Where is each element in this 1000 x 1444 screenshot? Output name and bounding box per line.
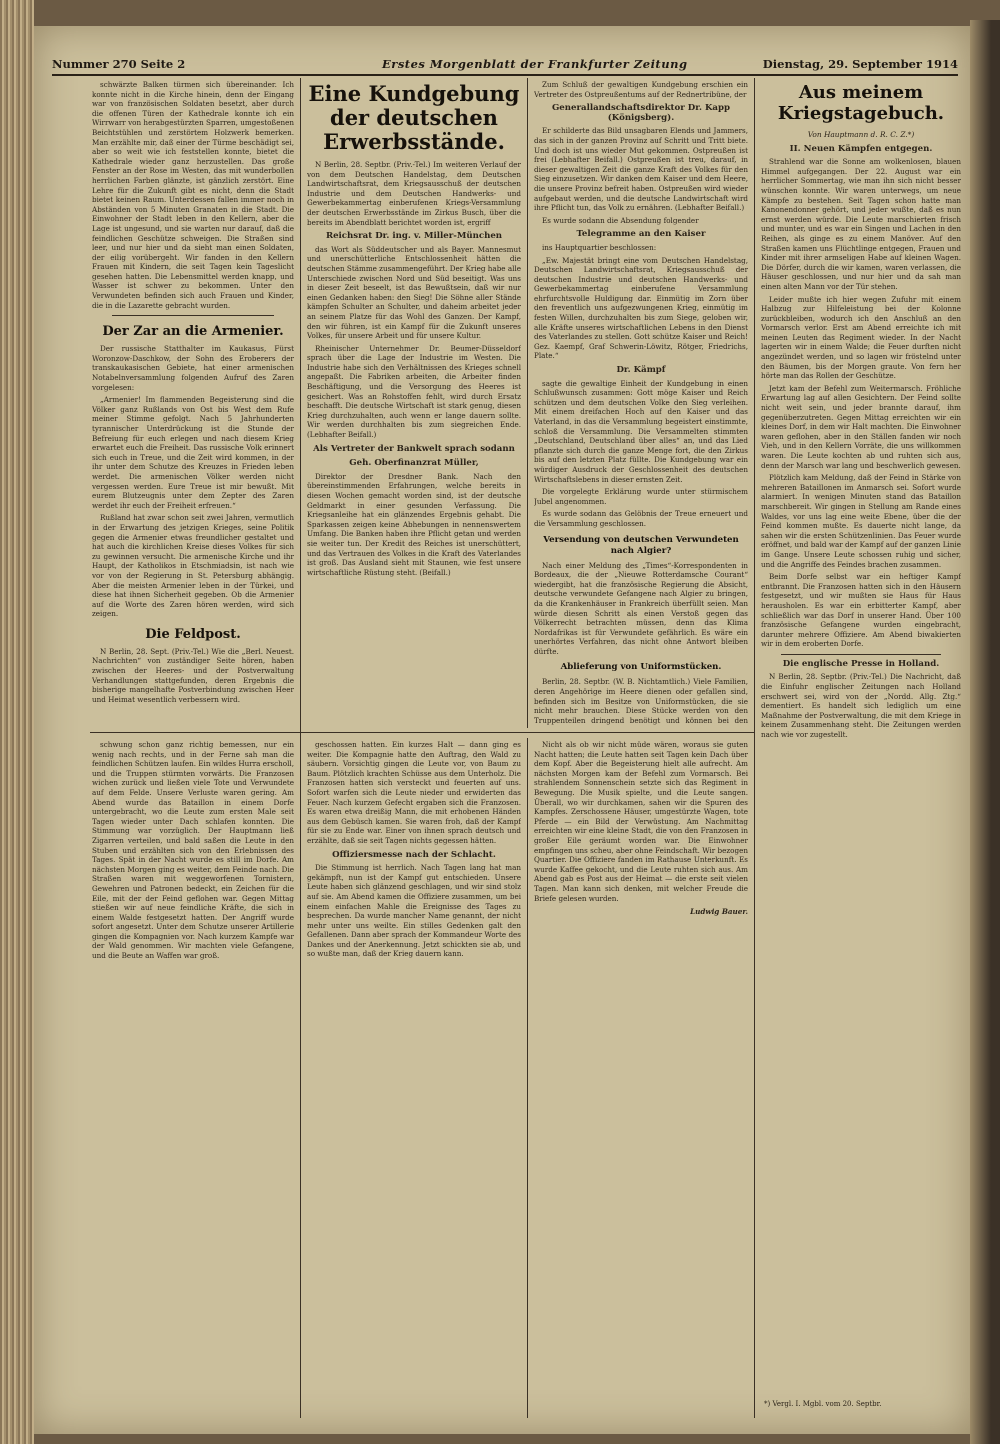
issue-date: Dienstag, 29. September 1914: [762, 57, 958, 71]
article-paragraph: Es wurde sodann das Gelöbnis der Treue erneuert und die Versammlung geschlossen.: [534, 509, 748, 528]
article-paragraph: Leider mußte ich hier wegen Zufuhr mit einem Halbzug zur Hilfeleistung bei der Kolonne zurückbleiben, wodurch ich den Anschluß an den Vormarsch verlor. Erst am Abend erreichte ich mit meinen Leuten das Regiment wieder. In der Nacht lagerten wir in einem Walde; die Feuer durften nicht angezündet werden, und so lagen wir fröstelnd unter den Bäumen, bis der Morgen graute. Von fern her hörte man das Rollen der Geschütze.: [761, 294, 961, 381]
article-paragraph: Es wurde sodann die Absendung folgender: [542, 215, 699, 225]
feuilleton-text: Nicht als ob wir nicht müde wären, woraus sie guten Nacht hatten; die Leute hatten seit Tagen kein Dach über dem Kopf. Aber die Begeisterung hielt alle aufrecht. Am nächsten Morgen kam der Befehl zum Vormarsch. Bei strahlendem Sonnenschein setzte sich das Regiment in Bewegung. Die Musik spielte, und die Leute sangen. Überall, wo wir durchkamen, sahen wir die Spuren des Kampfes. Zerschossene Häuser, umgestürzte Wagen, tote Pferde — ein Bild der Verwüstung. Am Nachmittag erreichten wir eine kleine Stadt, die von den Franzosen in großer Eile geräumt worden war. Die Einwohner empfingen uns scheu, aber ohne Feindschaft. Wir bezogen Quartier. Die Offiziere fanden im Rathause Unterkunft. Es wurde Kaffee gekocht, und die Leute ruhten sich aus. Am Abend gab es Post aus der Heimat — die erste seit vielen Tagen. Man kann sich denken, mit welcher Freude die Briefe gelesen wurden.: [534, 740, 748, 903]
article-paragraph: Berlin, 28. Septbr. (W. B. Nichtamtlich.) Viele Familien, deren Angehörige im Heere dienen oder gefallen sind, befinden sich im Besitze von Uniformstücken, die sie nicht mehr brauchen. Diese Stücke werden von den Truppenteilen dringend benötigt und können bei den: [534, 677, 748, 725]
article-paragraph: Direktor der Dresdner Bank. Nach den übereinstimmenden Erfahrungen, welche bereits in diesen Wochen gemacht worden sind, ist der deutsche Geldmarkt in einer gesunden Verfassung. Die Kriegsanleihe hat ein glänzendes Ergebnis gehabt. Die Sparkassen zeigen keine Abhebungen in nennenswertem Umfang. Die Banken haben ihre Pflicht getan und werden sie weiter tun. Der Kredit des Reiches ist unerschüttert, und das Vertrauen des Volkes in die Kraft des Vaterlandes ist groß. Das Ausland sieht mit Staunen, wie fest unsere wirtschaftliche Rüstung steht. (Beifall.): [307, 471, 521, 577]
article-separator: [112, 315, 274, 316]
telegram-heading: Telegramme an den Kaiser: [576, 229, 706, 240]
article-paragraph: Strahlend war die Sonne am wolkenlosen, blauen Himmel aufgegangen. Der 22. August war ein herrlicher Sommertag, wie man ihn sich nicht besser wünschen konnte. Wir waren unterwegs, um neue Kämpfe zu bestehen. Seit Tagen schon hatte man Kanonendonner gehört, und jeder wußte, daß es nun ernst werden würde. Die Leute marschierten frisch und munter, und es war ein Singen und Lachen in den Reihen, als ginge es zu einem Manöver. Auf den Straßen kamen uns Flüchtlinge entgegen, Frauen und Kinder mit ihrer armseligen Habe auf kleinen Wagen. Die Dörfer, durch die wir kamen, waren verlassen, die Häuser geschlossen, und nur hier und da sah man einen alten Mann vor der Tür stehen.: [761, 157, 961, 291]
speaker-heading: Geh. Oberfinanzrat Müller,: [349, 458, 479, 469]
book-binding: [0, 0, 34, 1444]
article-paragraph: „Armenier! Im flammenden Begeisterung sind die Völker ganz Rußlands von Ost bis West dem Rufe meiner Stimme gefolgt. Nach 5 Jahrhunderten tyrannischer Unterdrückung ist die Stunde der Befreiung für euch erlegen und nach diesem Krieg erwartet euch die Freiheit. Das russische Volk erinnert sich euch in Treue, und die Zeit wird kommen, in der ihr unter dem Schutze des Kreuzes in Frieden leben werdet. Die armenischen Völker werden nicht vergessen werden. Eure Treue ist mir bewußt. Mit eurem Blutzeugnis unter dem Zepter des Zaren werdet ihr euch der Freiheit erfreuen.“: [92, 395, 294, 510]
article-paragraph: Der russische Statthalter im Kaukasus, Fürst Woronzow-Daschkow, der Sohn des Eroberers der transkaukasischen Gebiete, hat einer armenischen Notabelnversammlung folgenden Aufruf des Zaren vorgelesen:: [92, 344, 294, 392]
column-rule: [527, 738, 528, 1418]
article-paragraph: Nach einer Meldung des „Times“-Korrespondenten in Bordeaux, die der „Nieuwe Rotterdamsche Courant“ wiedergibt, hat die französische Regierung die Absicht, deutsche verwundete Gefangene nach Algier zu bringen, da die Krankenhäuser in Frankreich überfüllt seien. Man würde diesen Schritt als einen Verstoß gegen das Völkerrecht betrachten müssen, denn das Klima Nordafrikas ist für Verwundete gefährlich. Es wäre ein unerhörtes Verfahren, das nicht ohne Antwort bleiben dürfte.: [534, 560, 748, 656]
article-paragraph: Rußland hat zwar schon seit zwei Jahren, vermutlich in der Erwartung des jetzigen Krieges, seine Politik gegen die Armenier etwas freundlicher gestaltet und hat auch die kirchlichen Kreise dieses Volkes für sich zu gewinnen versucht. Die armenische Kirche und ihr Haupt, der Katholikos in Etschmiadsin, ist nach wie vor von der Regierung in St. Petersburg abhängig. Aber die meisten Armenier leben in der Türkei, und diese hat ihnen Sicherheit gegeben. Ob die Armenier auf die Worte des Zaren hören werden, wird sich zeigen.: [92, 513, 294, 619]
article-paragraph: ins Hauptquartier beschlossen:: [542, 242, 657, 252]
headline-kriegstagebuch: Aus meinem Kriegstagebuch.: [777, 82, 945, 124]
column-rule: [754, 78, 755, 1418]
feuilleton-text: schwung schon ganz richtig bemessen, nur ein wenig nach rechts, und in der Ferne sah man die feindlichen Schützen laufen. Ein wildes Hurra erscholl, und die Truppen stürmten vorwärts. Die Franzosen wichen zurück und ließen viele Tote und Verwundete auf dem Felde. Unsere Verluste waren gering. Am Abend wurde das Bataillon in einem Dorfe untergebracht, wo die Leute zum ersten Male seit Tagen wieder unter Dach schlafen konnten. Die Stimmung war vorzüglich. Der Hauptmann ließ Zigarren verteilen, und bald saßen die Leute in den Stuben und erzählten sich von den Erlebnissen des Tages. Spät in der Nacht wurde es still im Dorfe. Am nächsten Morgen ging es weiter, dem Feinde nach. Die Straßen waren mit weggeworfenen Tornistern, Gewehren und Patronen bedeckt, ein Zeichen für die Eile, mit der der Feind geflohen war. Gegen Mittag stießen wir auf neue feindliche Kräfte, die sich in einem Walde festgesetzt hatten. Der Angriff wurde sofort angesetzt. Unter dem Schutze unserer Artillerie gingen die Kompagnien vor. Nach kurzem Kampfe war der Wald genommen. Wir machten viele Gefangene, und die Beute an Waffen war groß.: [92, 740, 294, 961]
masthead: [52, 54, 958, 76]
feuilleton-column-1: [92, 740, 294, 1412]
speaker-heading: Als Vertreter der Bankwelt sprach sodann: [313, 443, 515, 454]
headline-zar: Der Zar an die Armenier.: [102, 324, 284, 340]
feuilleton-text: Die Stimmung ist herrlich. Nach Tagen lang hat man gekämpft, nun ist der Kampf gut entschieden. Unsere Leute haben sich glänzend geschlagen, und wir sind stolz auf sie. Am Abend kamen die Offiziere zusammen, um bei einem einfachen Mahle die Ereignisse des Tages zu besprechen. Da wurde mancher Name genannt, der nicht mehr unter uns weilte. Ein stilles Gedenken galt den Gefallenen. Dann aber sprach der Kommandeur Worte des Dankes und der Anerkennung. Jetzt schickten sie ab, und so wußte man, daß der Krieg dauern kann.: [307, 863, 521, 959]
article-paragraph: Jetzt kam der Befehl zum Weitermarsch. Fröhliche Erwartung lag auf allen Gesichtern. Der Feind sollte nicht weit sein, und jeder brannte darauf, ihm gegenüberzutreten. Gegen Mittag erreichten wir ein kleines Dorf, in dem wir Halt machten. Die Einwohner waren geflohen, aber in den Ställen fanden wir noch Vieh, und in den Kellern Vorräte, die uns willkommen waren. Die Leute kochten ab und ruhten sich aus, denn der Marsch war lang und beschwerlich gewesen.: [761, 383, 961, 470]
article-paragraph: das Wort als Süddeutscher und als Bayer. Mannesmut und unerschütterliche Entschlossenheit hätten die deutschen Stämme zusammengeführt. Der Krieg habe alle Unterschiede zwischen Nord und Süd beseitigt. Was uns in dieser Zeit beseelt, ist das Bewußtsein, daß wir nur einen Gedanken haben: den Sieg! Die Söhne aller Stände kämpfen Schulter an Schulter, und daheim arbeitet jeder an seinem Platze für das Wohl des Ganzen. Der Kampf, den wir führen, ist ein Kampf für die Zukunft unseres Volkes, für unsere Arbeit und für unsere Kultur.: [307, 244, 521, 341]
headline-kundgebung: Eine Kundgebung der deutschen Erwerbsstände.: [308, 81, 520, 154]
feuilleton-column-2: [307, 740, 521, 1412]
column-1: [92, 80, 294, 726]
article-paragraph: Plötzlich kam Meldung, daß der Feind in Stärke von mehreren Bataillonen im Anmarsch sei. Sofort wurde alarmiert. In wenigen Minuten stand das Bataillon marschbereit. Wir gingen in Stellung am Rande eines Waldes, vor uns lag eine weite Ebene, über die der Feind kommen mußte. Es dauerte nicht lange, da sahen wir die ersten Schützenlinien. Das Feuer wurde eröffnet, und bald war der Kampf auf der ganzen Linie im Gange. Unsere Leute schossen ruhig und sicher, und die Angriffe des Feindes brachen zusammen.: [761, 473, 961, 569]
feuilleton-text: geschossen hatten. Ein kurzes Halt — dann ging es weiter. Die Kompagnie hatte den Auftrag, den Wald zu säubern. Vorsichtig gingen die Leute vor, von Baum zu Baum. Plötzlich krachten Schüsse aus dem Unterholz. Die Franzosen hatten sich versteckt und feuerten auf uns. Sofort warfen sich die Leute nieder und erwiderten das Feuer. Nach kurzem Gefecht ergaben sich die Franzosen. Es waren etwa dreißig Mann, die mit erhobenen Händen aus dem Gebüsch kamen. Sie waren froh, daß der Kampf für sie zu Ende war. Einer von ihnen sprach deutsch und erzählte, daß sie seit Tagen nichts gegessen hätten.: [307, 740, 521, 845]
column-3: [534, 80, 748, 726]
article-paragraph: N Berlin, 28. Septbr. (Priv.-Tel.) Die Nachricht, daß die Einfuhr englischer Zeitungen nach Holland erschwert sei, wird von der „Nordd. Allg. Ztg.“ dementiert. Es handelt sich lediglich um eine Maßnahme der Postverwaltung, die mit dem Kriege in keinem Zusammenhang steht. Die Zeitungen werden nach wie vor zugestellt.: [761, 672, 961, 740]
byline: Von Hauptmann d. R. C. Z.*): [807, 130, 915, 139]
speaker-heading: Reichsrat Dr. ing. v. Miller-München: [325, 231, 503, 242]
article-separator: [781, 654, 941, 655]
article-paragraph: Die vorgelegte Erklärung wurde unter stürmischem Jubel angenommen.: [534, 487, 748, 506]
speaker-heading: Generallandschaftsdirektor Dr. Kapp (Königsberg).: [551, 103, 731, 123]
feuilleton-rule: [90, 732, 754, 733]
article-paragraph: Beim Dorfe selbst war ein heftiger Kampf entbrannt. Die Franzosen hatten sich in den Häusern festgesetzt, und wir mußten sie Haus für Haus herausholen. Es war ein erbitterter Kampf, aber schließlich war das Dorf in unserer Hand. Über 100 französische Gefangene wurden eingebracht, darunter mehrere Offiziere. Am Abend biwakierten wir in dem eroberten Dorfe.: [761, 572, 961, 649]
article-text: schwärzte Balken türmen sich übereinander. Ich konnte nicht in die Kirche hinein, denn der Eingang war von französischen Soldaten besetzt, aber durch die offenen Türen der Kathedrale konnte ich ein Wirrwarr von herabgestürzten Sparren, umgestoßenen Beichtstühlen und zerstörtem Holzwerk bemerken. Man erzählte mir, daß einer der Türme beschädigt sei, aber so weit wie ich feststellen konnte, bietet die Kathedrale wieder ganz herzustellen. Das große Fenster an der Rose im Westen, das mit wunderbollen herrlichen Farben glänzte, ist gänzlich zerstört. Eine Lehre für die Zukunft gibt es nicht, denn die Stadt bietet keinen Raum. Unterdessen fallen immer noch in Abständen von 5 Minuten Granaten in die Stadt. Die Einwohner der Stadt leben in den Kellern, aber die Lage ist ungesund, und sie warten nur darauf, daß die feindlichen Geschütze schweigen. Die Straßen sind leer, und nur hier und da sieht man einen Soldaten, der eilig vorübergeht. Wir fanden in den Kellern Frauen mit Kindern, die seit Tagen kein Tageslicht gesehen hatten. Die Lebensmittel werden knapp, und Wasser ist schwer zu bekommen. Unter den Verwundeten befinden sich auch Frauen und Kinder, die in die Lazarette gebracht wurden.: [92, 80, 294, 310]
column-2: [307, 80, 521, 726]
footnote: *) Vergl. I. Mgbl. vom 20. Septbr.: [764, 1400, 882, 1408]
article-paragraph: Rheinischer Unternehmer Dr. Beumer-Düsseldorf sprach über die Lage der Industrie im Westen. Die Industrie habe sich den Verhältnissen des Krieges schnell angepaßt. Die Fabriken arbeiten, die Arbeiter finden Beschäftigung, und die Versorgung des Heeres ist gesichert. Was an Rohstoffen fehlt, wird durch Ersatz beschafft. Die deutsche Wirtschaft ist stark genug, diesen Krieg durchzuhalten, auch wenn er lange dauern sollte. Wir werden durchhalten bis zum siegreichen Ende. (Lebhafter Beifall.): [307, 343, 521, 440]
feuilleton-subheading: Offiziersmesse nach der Schlacht.: [332, 849, 496, 860]
telegram-text: „Ew. Majestät bringt eine vom Deutschen Handelstag, Deutschen Landwirtschaftsrat, Kriegsausschuß der deutschen Industrie und deutschen Handwerks- und Gewerbekammertag einberufene Versammlung ehrfurchtsvolle Huldigung dar. Einmütig im Zorn über den freventlich uns aufgezwungenen Krieg, einmütig im festen Willen, durchzuhalten bis zum Siege, geloben wir, alle Kräfte unseres wirtschaftlichen Lebens in den Dienst des Vaterlandes zu stellen. Gott schütze Kaiser und Reich! Gez. Kaempf, Graf Schwerin-Löwitz, Rötger, Friedrichs, Plate.“: [534, 255, 748, 361]
newspaper-title: Erstes Morgenblatt der Frankfurter Zeitung: [382, 57, 688, 71]
headline-presse-holland: Die englische Presse in Holland.: [782, 658, 940, 669]
article-paragraph: N Berlin, 28. Septbr. (Priv.-Tel.) Im weiteren Verlauf der von dem Deutschen Handelstag, dem Deutschen Landwirtschaftsrat, dem Kriegsausschuß der deutschen Industrie und dem Deutschen Handwerks- und Gewerbekammertag einberufenen Kriegs-Versammlung der deutschen Erwerbsstände im Zirkus Busch, über die bereits im Abendblatt berichtet worden ist, ergriff: [307, 160, 521, 227]
article-paragraph: Er schilderte das Bild unsagbaren Elends und Jammers, das sich in der ganzen Provinz auf Schritt und Tritt biete. Und doch ist uns wieder Mut gekommen. Ostpreußen ist frei (Lebhafter Beifall.) Ostpreußen ist treu, darauf, in dieser gewaltigen Zeit die ganze Kraft des Volkes für den Sieg einzusetzen. Wir danken dem Kaiser und dem Heere, die unsere Provinz befreit haben. Ostpreußen wird wieder aufgebaut werden, und die deutsche Landwirtschaft wird ihre Pflicht tun, das Volk zu ernähren. (Lebhafter Beifall.): [534, 126, 748, 213]
speaker-heading: Dr. Kämpf: [616, 365, 666, 376]
headline-feldpost: Die Feldpost.: [145, 626, 241, 642]
headline-uniformstuecke: Ablieferung von Uniformstücken.: [560, 662, 722, 673]
article-paragraph: Zum Schluß der gewaltigen Kundgebung erschien ein Vertreter des Ostpreußentums auf der Rednertribüne, der: [534, 80, 748, 99]
author-signature: Ludwig Bauer.: [690, 907, 748, 917]
section-heading: II. Neuen Kämpfen entgegen.: [789, 143, 933, 154]
article-paragraph: N Berlin, 28. Sept. (Priv.-Tel.) Wie die „Berl. Neuest. Nachrichten“ von zuständiger Seite hören, haben zwischen der Heeres- und der Postverwaltung Verhandlungen stattgefunden, deren Ergebnis die bisherige mangelhafte Postverbindung zwischen Heer und Heimat wesentlich verbessern wird.: [92, 646, 294, 704]
column-4: [761, 80, 961, 1396]
issue-number: Nummer 270 Seite 2: [52, 57, 186, 71]
feuilleton-column-3: [534, 740, 748, 1412]
column-rule: [527, 78, 528, 728]
headline-verwundete: Versendung von deutschen Verwundeten nach Algier?: [543, 534, 739, 556]
page-edge: [970, 20, 1000, 1444]
column-rule: [300, 78, 301, 1418]
article-paragraph: sagte die gewaltige Einheit der Kundgebung in einen Schlußwunsch zusammen: Gott möge Kaiser und Reich schützen und dem deutschen Volke den Sieg verleihen. Mit einem dreifachen Hoch auf den Kaiser und das Vaterland, in das die Versammlung begeistert einstimmte, schloß die Versammlung. Die Versammelten stimmten „Deutschland, Deutschland über alles“ an, und das Lied pflanzte sich durch die ganze Menge fort, die den Zirkus bis auf den letzten Platz füllte. Die Kundgebung war ein würdiger Ausdruck der Geschlossenheit des deutschen Wirtschaftslebens in dieser ernsten Zeit.: [534, 378, 748, 484]
